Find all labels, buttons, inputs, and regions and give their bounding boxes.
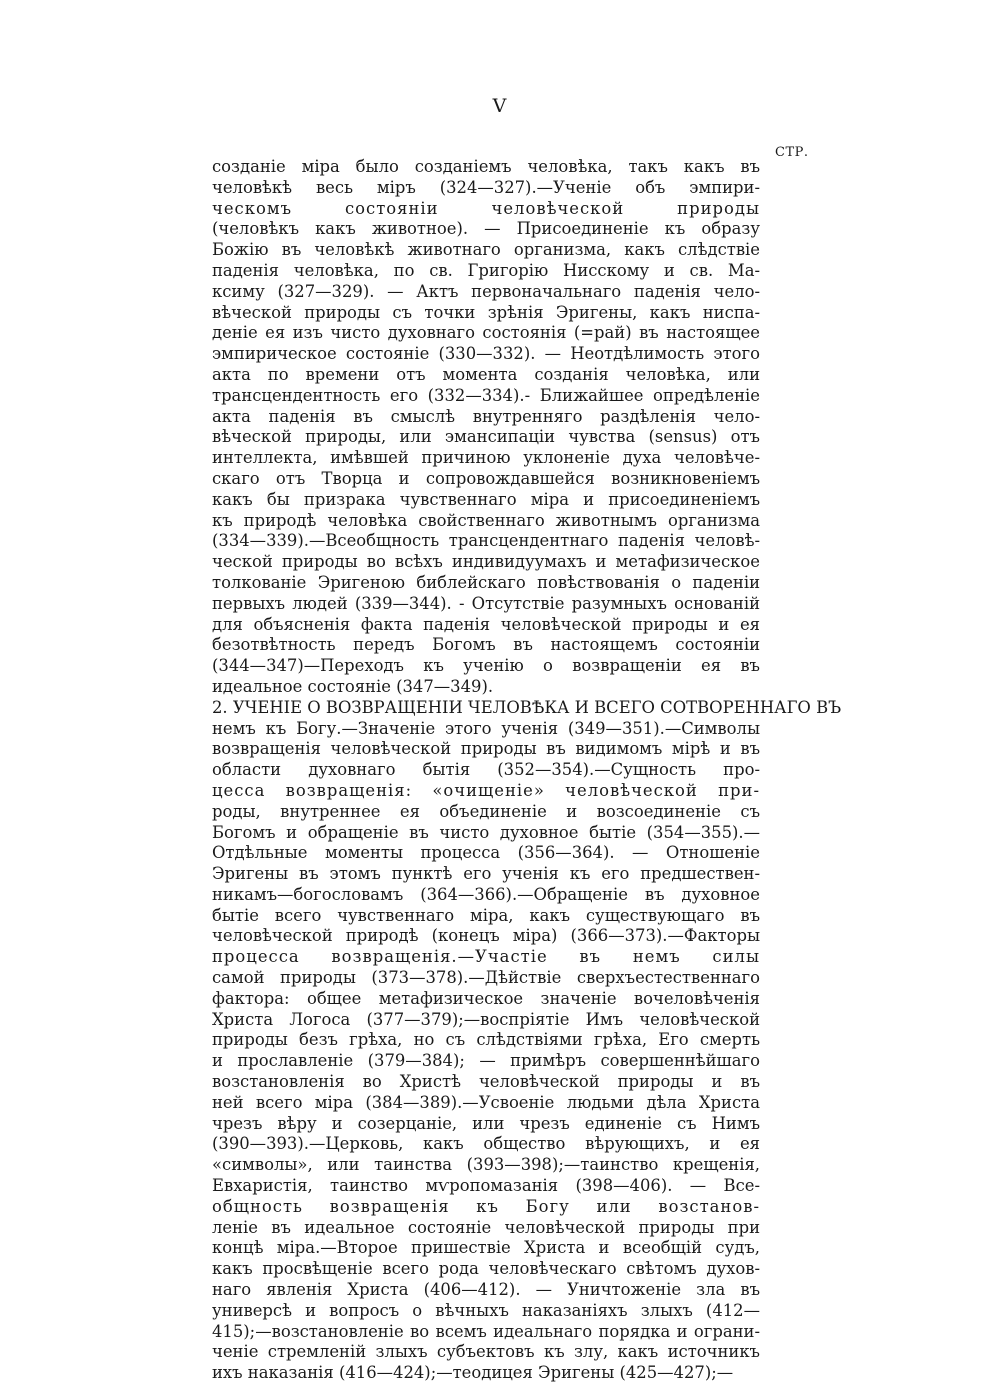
text-line: возстановленія во Христѣ человѣческой природы и въ [212, 1072, 760, 1092]
text-line: Божію въ человѣкѣ животнаго организма, какъ слѣдствіе [212, 240, 760, 260]
text-line: «символы», или таинства (393—398);—таинство крещенія, [212, 1155, 760, 1175]
text-line: эмпирическое состояніе (330—332). — Неотдѣлимость этого [212, 344, 760, 364]
text-line: Отдѣльные моменты процесса (356—364). — Отношеніе [212, 843, 760, 863]
text-line: никамъ—богословамъ (364—366).—Обращеніе въ духовное [212, 884, 760, 904]
text-line: акта по времени отъ момента созданія человѣка, или [212, 364, 760, 384]
text-line: Богомъ и обращеніе въ чисто духовное бытіе (354—355).— [212, 822, 760, 842]
text-line: безотвѣтность передъ Богомъ въ настоящемъ состояніи [212, 635, 760, 655]
text-line: Евхаристія, таинство мѵропомазанія (398—406). — Все- [212, 1176, 760, 1196]
text-line: природы безъ грѣха, но съ слѣдствіями грѣха, Его смерть [212, 1030, 760, 1050]
text-line: возвращенія человѣческой природы въ видимомъ мірѣ и въ [212, 739, 760, 759]
text-line: (344—347)—Переходъ къ ученію о возвращеніи ея въ [212, 656, 760, 676]
text-line: какъ просвѣщеніе всего рода человѣческаго свѣтомъ духов- [212, 1259, 760, 1279]
text-line: 2. УЧЕНІЕ О ВОЗВРАЩЕНІИ ЧЕЛОВѢКА И ВСЕГО СОТВОРЕННАГО ВЪ [212, 697, 842, 717]
text-line: (334—339).—Всеобщность трансцендентнаго паденія человѣ- [212, 531, 760, 551]
text-line: деніе ея изъ чисто духовнаго состоянія (=рай) въ настоящее [212, 323, 760, 343]
text-line: человѣкѣ весь міръ (324—327).—Ученіе объ эмпири- [212, 177, 760, 197]
text-line: ческой природы во всѣхъ индивидуумахъ и метафизическое [212, 552, 760, 572]
text-line: чрезъ вѣру и созерцаніе, или чрезъ единеніе съ Нимъ [212, 1113, 760, 1133]
text-line: идеальное состояніе (347—349). [212, 676, 494, 696]
text-line: универсѣ и вопросъ о вѣчныхъ наказаніяхъ злыхъ (412— [212, 1300, 760, 1320]
text-line: (человѣкъ какъ животное). — Присоединеніе къ образу [212, 219, 760, 239]
text-line: (390—393).—Церковь, какъ общество вѣрующихъ, и ея [212, 1134, 760, 1154]
text-line: леніе въ идеальное состояніе человѣческой природы при [212, 1217, 760, 1237]
text-line: бытіе всего чувственнаго міра, какъ существующаго въ [212, 905, 760, 925]
text-line: ченіе стремленій злыхъ субъектовъ къ злу, какъ источникъ [212, 1342, 760, 1362]
text-line: вѣческой природы съ точки зрѣнія Эригены, какъ ниспа- [212, 302, 760, 322]
text-line: Эригены въ этомъ пунктѣ его ученія къ его предшествен- [212, 864, 760, 884]
text-line: ческомъ состояніи человѣческой природы [212, 198, 760, 218]
page-number: V [492, 95, 508, 117]
text-line: человѣческой природѣ (конецъ міра) (366—373).—Факторы [212, 926, 760, 946]
text-line: вѣческой природы, или эмансипаціи чувства (sensus) отъ [212, 427, 760, 447]
text-line: общность возвращенія къ Богу или возстанов- [212, 1196, 760, 1216]
text-line: самой природы (373—378).—Дѣйствіе сверхъестественнаго [212, 968, 760, 988]
text-line: первыхъ людей (339—344). - Отсутствіе разумныхъ основаній [212, 593, 760, 613]
text-line: скаго отъ Творца и сопровождавшейся возникновеніемъ [212, 468, 760, 488]
text-line: 415);—возстановленіе во всемъ идеальнаго порядка и ограни- [212, 1321, 760, 1341]
column-header: СТР. [775, 145, 809, 160]
text-line: концѣ міра.—Второе пришествіе Христа и всеобщій судъ, [212, 1238, 760, 1258]
text-line: созданіе міра было созданіемъ человѣка, такъ какъ въ [212, 157, 760, 176]
text-line: немъ къ Богу.—Значеніе этого ученія (349—351).—Символы [212, 718, 760, 738]
text-line: фактора: общее метафизическое значеніе вочеловѣченія [212, 988, 760, 1008]
body-text [212, 157, 842, 1384]
text-line: цесса возвращенія: «очищеніе» человѣческой при- [212, 780, 760, 800]
text-line: ихъ наказанія (416—424);—теодицея Эригены (425—427);— [212, 1363, 734, 1383]
text-line: области духовнаго бытія (352—354).—Сущность про- [212, 760, 760, 780]
text-line: къ природѣ человѣка свойственнаго животнымъ организма [212, 510, 760, 530]
text-line: для объясненія факта паденія человѣческой природы и ея [212, 614, 760, 634]
text-line: какъ бы призрака чувственнаго міра и присоединеніемъ [212, 489, 760, 509]
text-line: трансцендентность его (332—334).- Ближайшее опредѣленіе [212, 385, 760, 405]
text-line: процесса возвращенія.—Участіе въ немъ силы [212, 947, 760, 967]
text-line: ней всего міра (384—389).—Усвоеніе людьми дѣла Христа [212, 1092, 760, 1112]
text-line: ксиму (327—329). — Актъ первоначальнаго паденія чело- [212, 281, 760, 301]
text-line: паденія человѣка, по св. Григорію Нисскому и св. Ма- [212, 260, 760, 280]
text-line: роды, внутреннее ея объединеніе и возсоединеніе съ [212, 801, 760, 821]
text-line: и прославленіе (379—384); — примѣръ совершеннѣйшаго [212, 1051, 760, 1071]
text-line: акта паденія въ смыслѣ внутренняго раздѣленія чело- [212, 406, 760, 426]
text-line: толкованіе Эригеною библейскаго повѣствованія о паденіи [212, 572, 760, 592]
text-line: Христа Логоса (377—379);—воспріятіе Имъ человѣческой [212, 1009, 760, 1029]
text-line: наго явленія Христа (406—412). — Уничтоженіе зла въ [212, 1280, 760, 1300]
text-line: интеллекта, имѣвшей причиною уклоненіе духа человѣче- [212, 448, 760, 468]
